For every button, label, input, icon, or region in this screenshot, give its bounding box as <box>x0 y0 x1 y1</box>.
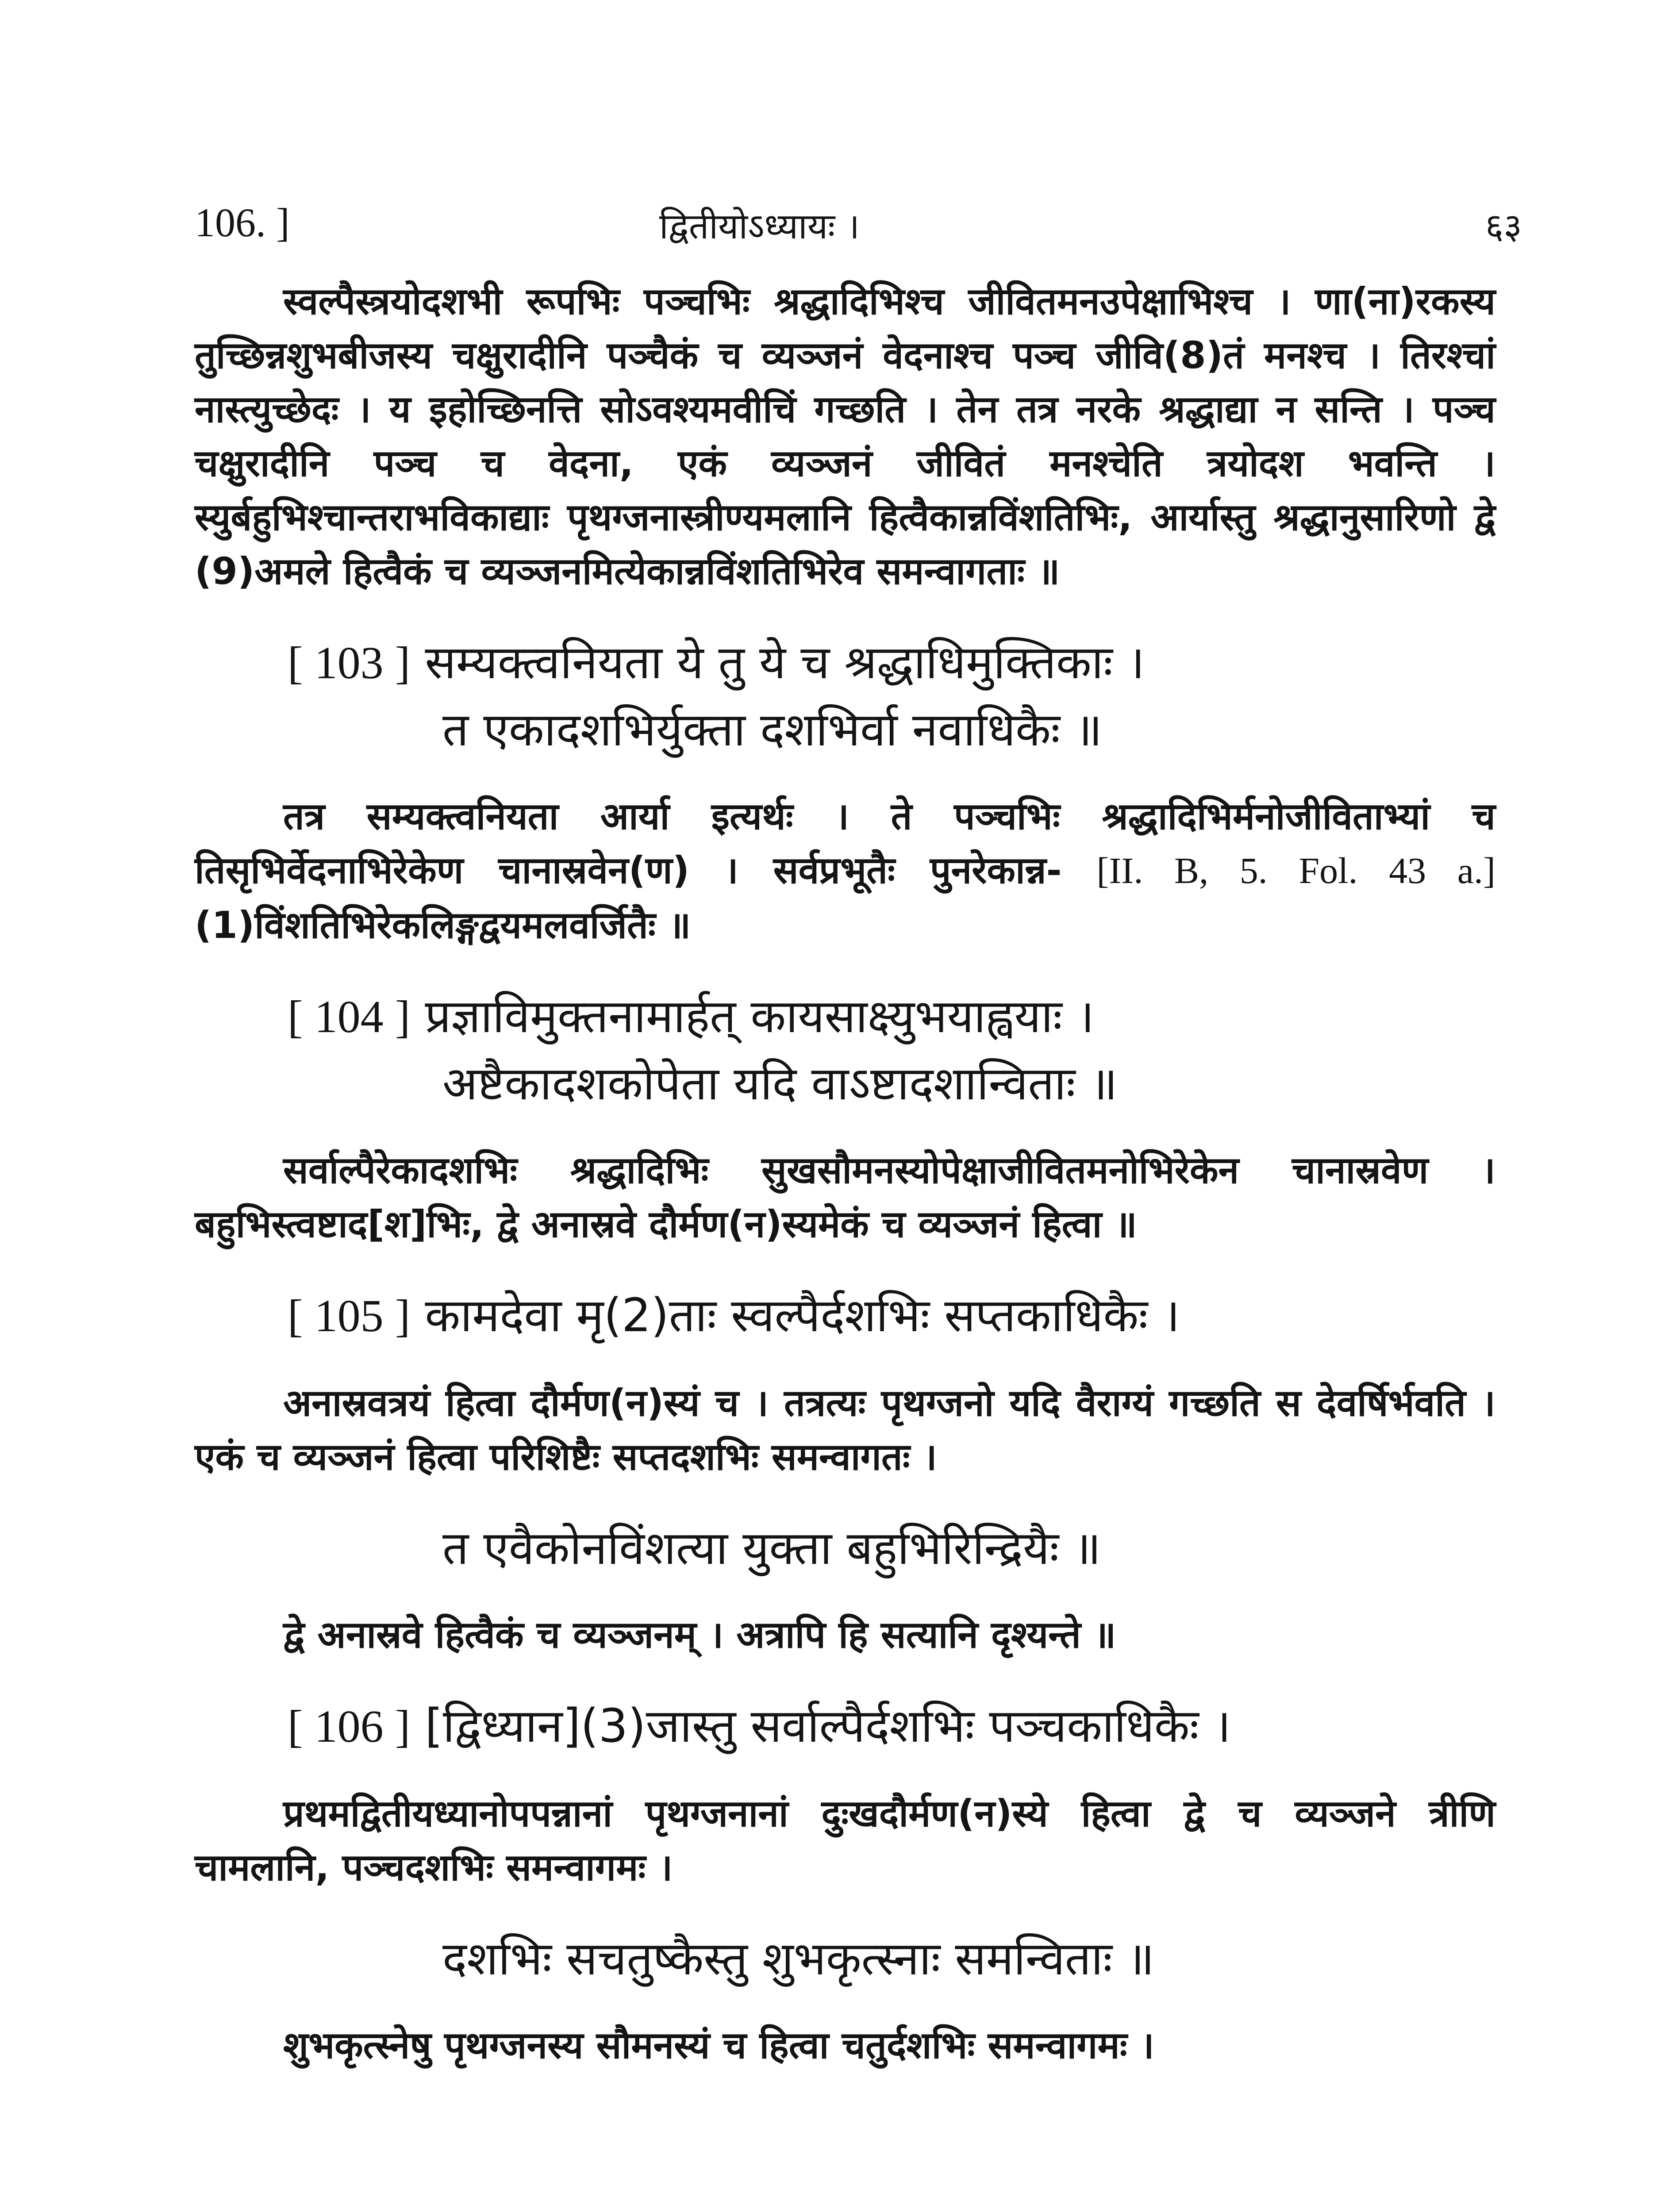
verse-number: [ 106 ] <box>288 1701 411 1752</box>
verse-text: प्रज्ञाविमुक्तनामार्हत् कायसाक्ष्युभयाह्वयाः । <box>425 989 1095 1043</box>
commentary-text: तत्र सम्यक्त्वनियता आर्या इत्यर्थः । ते पञ्चभिः श्रद्धादिभिर्मनोजीविताभ्यां च तिसृभिर्वेदनाभिरेकेण चानास्रवेन(ण) । सर्वप्रभूतैः पुनरेकान्न- <box>195 795 1495 892</box>
verse-106 <box>195 1693 1495 1760</box>
page-body <box>195 274 1495 2103</box>
verse-line <box>195 629 1495 696</box>
verse-line: त एकादशभिर्युक्ता दशभिर्वा नवाधिकैः ॥ <box>442 703 1103 757</box>
commentary-paragraph: अनास्रवत्रयं हित्वा दौर्मण(न)स्यं च । तत्रत्यः पृथग्जनो यदि वैराग्यं गच्छति स देवर्षिर्भवति । एकं च व्यञ्जनं हित्वा परिशिष्टैः सप्तदशभिः समन्वागतः । <box>195 1381 1495 1479</box>
commentary-paragraph: प्रथमद्वितीयध्यानोपपन्नानां पृथग्जनानां दुःखदौर्मण(न)स्ये हित्वा द्वे च व्यञ्जने त्रीणि चामलानि, पञ्चदशभिः समन्वागमः । <box>195 1792 1495 1889</box>
verse-line <box>195 1282 1495 1349</box>
verse-text: सम्यक्त्वनियता ये तु ये च श्रद्धाधिमुक्तिकाः । <box>425 635 1145 689</box>
verse-106-second-half <box>195 1925 1495 1992</box>
commentary-paragraph <box>195 789 1495 952</box>
verse-line: त एवैकोनविंशत्या युक्ता बहुभिरिन्द्रियैः ॥ <box>442 1521 1101 1575</box>
commentary-paragraph: सर्वाल्पैरेकादशभिः श्रद्धादिभिः सुखसौमनस्योपेक्षाजीवितमनोभिरेकेन चानास्रवेण । बहुभिस्त्वष्टाद[श]भिः, द्वे अनास्रवे दौर्मण(न)स्यमेकं च व्यञ्जनं हित्वा ॥ <box>195 1148 1495 1246</box>
verse-103 <box>195 629 1495 763</box>
verse-line <box>195 983 1495 1050</box>
verse-line: दशभिः सचतुष्कैस्तु शुभकृत्स्नाः समन्विताः ॥ <box>442 1932 1155 1985</box>
commentary-text: (1)विंशतिभिरेकलिङ्गद्वयमलवर्जितैः ॥ <box>195 903 691 947</box>
verse-number: [ 104 ] <box>288 991 411 1042</box>
commentary-paragraph: शुभकृत्स्नेषु पृथग्जनस्य सौमनस्यं च हित्वा चतुर्दशभिः समन्वागमः । <box>283 2024 1154 2067</box>
verse-number: [ 105 ] <box>288 1290 411 1341</box>
verse-line <box>195 1693 1495 1760</box>
commentary-paragraph: स्वल्पैस्त्रयोदशभी रूपभिः पञ्चभिः श्रद्धादिभिश्च जीवितमनउपेक्षाभिश्च । णा(ना)रकस्य तुच्छिन्नशुभबीजस्य चक्षुरादीनि पञ्चैकं च व्यञ्जनं वेदनाश्च पञ्च जीवि(8)तं मनश्च । तिरश्चां नास्त्युच्छेदः । य इहोच्छिनत्ति सोऽवश्यमवीचिं गच्छति । तेन तत्र नरके श्रद्धाद्या न सन्ति । पञ्च चक्षुरादीनि पञ्च च वेदना, एकं व्यञ्जनं जीवितं मनश्चेति त्रयोदश भवन्ति । स्युर्बहुभिश्चान्तराभविकाद्याः पृथग्जनास्त्रीण्यमलानि हित्वैकान्नविंशतिभिः, आर्यास्तु श्रद्धानुसारिणो द्वे (9)अमले हित्वैकं च व्यञ्जनमित्येकान्नविंशतिभिरेव समन्वागताः ॥ <box>195 280 1495 593</box>
manuscript-reference: [II. B, 5. Fol. 43 a.] <box>1096 850 1496 891</box>
verse-number: [ 103 ] <box>288 637 411 688</box>
verse-line: अष्टैकादशकोपेता यदि वाऽष्टादशान्विताः ॥ <box>442 1056 1118 1110</box>
verse-text: कामदेवा मृ(2)ताः स्वल्पैर्दशभिः सप्तकाधिकैः । <box>425 1288 1180 1342</box>
page-reference: 106. ] <box>195 200 290 245</box>
commentary-paragraph: द्वे अनास्रवे हित्वैकं च व्यञ्जनम् । अत्रापि हि सत्यानि दृश्यन्ते ॥ <box>283 1613 1116 1656</box>
page-number: ६३ <box>1485 206 1522 247</box>
verse-text: [द्विध्यान](3)जास्तु सर्वाल्पैर्दशभिः पञ्चकाधिकैः । <box>425 1699 1231 1753</box>
running-header <box>195 199 1522 261</box>
verse-105 <box>195 1282 1495 1349</box>
verse-105-second-half <box>195 1515 1495 1581</box>
verse-104 <box>195 983 1495 1117</box>
chapter-title: द्वितीयोऽध्यायः । <box>659 206 860 247</box>
